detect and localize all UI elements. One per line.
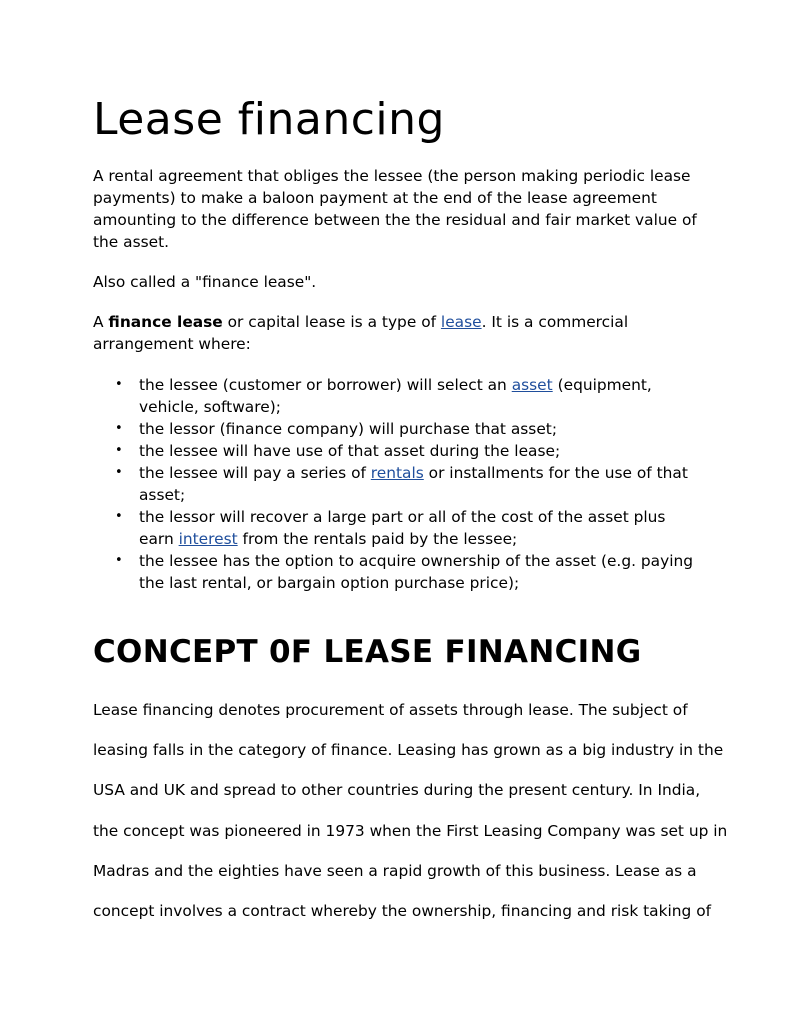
list-item-text: or installments for the use of that asset; xyxy=(139,464,688,504)
list-item-text: the lessee (customer or borrower) will select an xyxy=(139,376,512,394)
list-item-text: from the rentals paid by the lessee; xyxy=(237,530,518,548)
asset-link[interactable]: asset xyxy=(511,376,553,394)
concept-heading: CONCEPT 0F LEASE FINANCING xyxy=(93,634,642,670)
list-item xyxy=(139,462,699,506)
concept-line: leasing falls in the category of finance. Leasing has grown as a big industry in the xyxy=(93,741,724,760)
list-item xyxy=(139,374,699,418)
finance-lease-conditions-list xyxy=(93,374,699,594)
intro-middle: or capital lease is a type of xyxy=(222,313,441,331)
list-item xyxy=(139,418,699,440)
list-item-text: the lessor will recover a large part or all of the cost of the asset plus earn xyxy=(139,508,666,548)
list-item-text: the lessee will have use of that asset during the lease; xyxy=(139,442,561,460)
list-item-text: (equipment, vehicle, software); xyxy=(139,376,652,416)
lease-link[interactable]: lease xyxy=(440,313,482,331)
concept-line: USA and UK and spread to other countries during the present century. In India, xyxy=(93,781,701,800)
finance-lease-intro xyxy=(93,311,698,355)
concept-line: Madras and the eighties have seen a rapid growth of this business. Lease as a xyxy=(93,861,697,880)
finance-lease-term: finance lease xyxy=(108,313,223,331)
also-called-paragraph: Also called a "finance lease". xyxy=(93,273,317,291)
list-item xyxy=(139,550,699,594)
concept-line: concept involves a contract whereby the ownership, financing and risk taking of xyxy=(93,902,712,921)
list-item-text: the lessee will pay a series of xyxy=(139,464,371,482)
concept-body xyxy=(93,690,728,931)
page-title: Lease financing xyxy=(93,94,445,145)
list-item-text: the lessee has the option to acquire ownership of the asset (e.g. paying the last rental, or bargain option purchase price); xyxy=(139,552,693,592)
interest-link[interactable]: interest xyxy=(178,530,238,548)
intro-suffix: . It is a commercial arrangement where: xyxy=(93,313,629,353)
list-item-text: the lessor (finance company) will purchase that asset; xyxy=(139,420,558,438)
rentals-link[interactable]: rentals xyxy=(370,464,424,482)
concept-line: Lease financing denotes procurement of assets through lease. The subject of xyxy=(93,701,688,719)
intro-prefix: A xyxy=(93,313,109,331)
concept-line: the concept was pioneered in 1973 when the First Leasing Company was set up in xyxy=(93,821,728,840)
definition-paragraph: A rental agreement that obliges the lessee (the person making periodic lease payments) to make a baloon payment at the end of the lease agreement amounting to the difference between the the residual and fair market value of the asset. xyxy=(93,167,697,251)
list-item xyxy=(139,440,699,462)
list-item xyxy=(139,506,699,550)
